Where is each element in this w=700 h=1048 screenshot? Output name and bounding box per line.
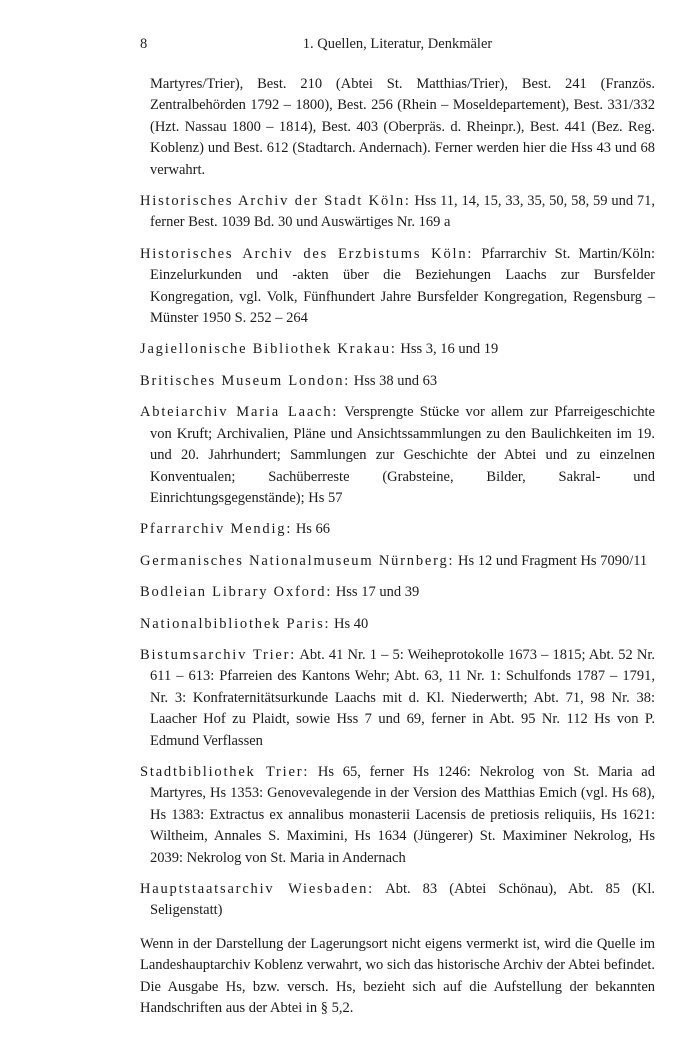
archive-entry [140,879,655,922]
entry-text: Martyres/Trier), Best. 210 (Abtei St. Matthias/Trier), Best. 241 (Französ. Zentralbehörden 1792 – 1800), Best. 256 (Rhein – Moseldepartement), Best. 331/332 (Hzt. Nassau 1800 – 1814), Best. 403 (Oberpräs. d. Rheinpr.), Best. 441 (Bez. Reg. Koblenz) und Best. 612 (Stadtarch. Andernach). Ferner werden hier die Hss 43 und 68 verwahrt. [150,76,655,178]
archive-entry [140,191,655,234]
archive-entry [140,614,655,635]
running-title: 1. Quellen, Literatur, Denkmäler [302,36,493,52]
entry-text: Hss 3, 16 und 19 [396,341,499,358]
archive-name: Hauptstaatsarchiv Wiesbaden: [140,881,374,897]
archive-entry [140,402,655,509]
archive-entry [140,645,655,752]
page-body [140,74,655,1034]
archive-name: Abteiarchiv Maria Laach: [140,404,339,421]
closing-paragraph: Wenn in der Darstellung der Lagerungsort nicht eigens vermerkt ist, wird die Quelle im Landeshauptarchiv Koblenz verwahrt, wo sich das historische Archiv der Abtei befindet. Die Ausgabe Hs, bzw. versch. Hs, bezieht sich auf die Aufstellung der bekannten Handschriften aus der Abtei in § 5,2. [140,935,655,1017]
entry-text: Abt. 41 Nr. 1 – 5: Weiheprotokolle 1673 – 1815; Abt. 52 Nr. 611 – 613: Pfarreien des Kantons Wehr; Abt. 63, 11 Nr. 1: Schulfonds 1787 – 1791, Nr. 3: Konfraternitätsurkunde Laachs mit d. Kl. Niederwerth; Abt. 71, 98 Nr. 38: Laacher Hof zu Plaidt, sowie Hss 7 und 69, ferner in Abt. 95 Nr. 112 Hs von P. Edmund Verflassen [150,646,655,749]
entry-text: Hs 12 und Fragment Hs 7090/11 [454,552,648,569]
archive-name: Historisches Archiv des Erzbistums Köln: [140,245,474,262]
page-header [140,36,655,58]
archive-entry [140,244,655,330]
archive-name: Bodleian Library Oxford: [140,584,333,601]
entry-text: Abt. 83 (Abtei Schönau), Abt. 85 (Kl. Seligenstatt) [150,881,655,919]
entry-text: Hs 66 [292,521,331,538]
archive-name: Stadtbibliothek Trier: [140,763,310,780]
archive-name: Britisches Museum London: [140,372,351,389]
archive-entry [140,519,655,540]
entry-text: Versprengte Stücke vor allem zur Pfarreigeschichte von Kruft; Archivalien, Pläne und Ansichtssammlungen zu den Baulichkeiten im 19. und 20. Jahrhundert; Sammlungen zur Geschichte der Abtei und zu einzelnen Konventualen; Sachüberreste (Grabsteine, Bilder, Sakral- und Einrichtungsgegenstände); Hs 57 [150,404,655,506]
archive-name: Bistumsarchiv Trier: [140,646,297,663]
archive-name: Germanisches Nationalmuseum Nürnberg: [140,552,455,569]
archive-entry [140,371,655,392]
entry-text: Hss 17 und 39 [332,584,420,601]
entry-text: Hss 38 und 63 [350,372,438,389]
archive-name: Jagiellonische Bibliothek Krakau: [140,341,397,358]
archive-entry [140,339,655,360]
archive-name: Pfarrarchiv Mendig: [140,521,293,538]
entry-text: Hs 40 [330,615,369,632]
entry-text: Hss 11, 14, 15, 33, 35, 50, 58, 59 und 71, ferner Best. 1039 Bd. 30 und Auswärtiges Nr. 169 a [150,193,655,231]
archive-entry [140,582,655,603]
page-number: 8 [140,36,148,52]
archive-entry [140,551,655,572]
archive-name: Nationalbibliothek Paris: [140,615,331,632]
archive-entry [140,762,655,869]
archive-entry-continued [140,74,655,181]
entry-text: Hs 65, ferner Hs 1246: Nekrolog von St. Maria ad Martyres, Hs 1353: Genovevalegende in der Version des Matthias Emich (vgl. Hs 68), Hs 1383: Extractus ex annalibus monasterii Lacensis de pretiosis reliquiis, Hs 1621: Wiltheim, Annales S. Maximini, Hs 1634 (Jüngerer) St. Maximiner Nekrolog, Hs 2039: Nekrolog von St. Maria in Andernach [150,763,655,866]
archive-name: Historisches Archiv der Stadt Köln: [140,193,411,210]
entry-text: Pfarrarchiv St. Martin/Köln: Einzelurkunden und -akten über die Beziehungen Laachs zur Bursfelder Kongregation, vgl. Volk, Fünfhundert Jahre Bursfelder Kongregation, Regensburg – Münster 1950 S. 252 – 264 [150,245,655,327]
